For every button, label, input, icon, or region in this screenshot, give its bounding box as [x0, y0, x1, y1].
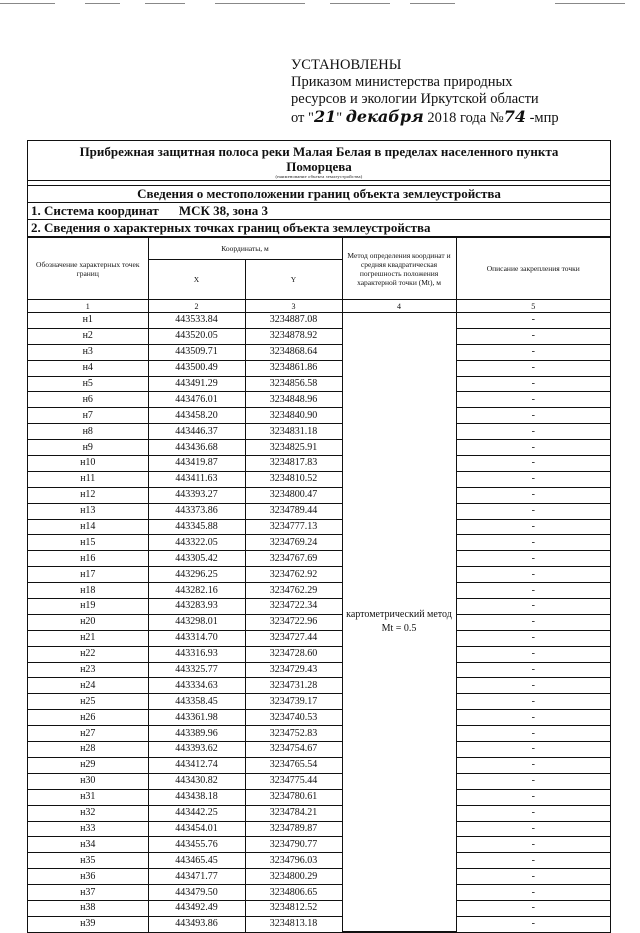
coordinate-x: 443430.82: [148, 773, 245, 789]
fixing-description: -: [456, 376, 610, 392]
coordinate-y: 3234831.18: [245, 424, 342, 440]
coordinate-x: 443436.68: [148, 440, 245, 456]
scan-artifact-line: [215, 3, 305, 4]
point-name: н15: [28, 535, 148, 551]
point-name: н36: [28, 869, 148, 885]
column-number: 1: [28, 300, 148, 313]
coordinate-y: 3234800.47: [245, 487, 342, 503]
points-section-title: 2. Сведения о характерных точках границ объекта землеустройства: [28, 220, 610, 237]
table-row: [28, 678, 610, 694]
fixing-description: -: [456, 360, 610, 376]
point-name: н31: [28, 789, 148, 805]
fixing-description: -: [456, 614, 610, 630]
point-name: н7: [28, 408, 148, 424]
table-row: [28, 916, 610, 931]
scan-artifact-line: [145, 3, 185, 4]
coordinate-y: 3234740.53: [245, 710, 342, 726]
coordinate-x: 443334.63: [148, 678, 245, 694]
point-name: н27: [28, 726, 148, 742]
fixing-description: -: [456, 853, 610, 869]
coordinate-x: 443455.76: [148, 837, 245, 853]
point-name: н26: [28, 710, 148, 726]
coordinate-x: 443476.01: [148, 392, 245, 408]
coordinate-y: 3234728.60: [245, 646, 342, 662]
table-row: [28, 424, 610, 440]
coordinate-y: 3234762.29: [245, 583, 342, 599]
fixing-description: -: [456, 773, 610, 789]
boundary-document: [27, 140, 611, 933]
point-name: н37: [28, 885, 148, 901]
table-row: [28, 900, 610, 916]
table-row: [28, 821, 610, 837]
coordinate-x: 443373.86: [148, 503, 245, 519]
coordinate-y: 3234754.67: [245, 742, 342, 758]
point-name: н38: [28, 900, 148, 916]
coordinate-y: 3234825.91: [245, 440, 342, 456]
point-name: н39: [28, 916, 148, 931]
scan-artifact-line: [330, 3, 390, 4]
table-row: [28, 456, 610, 472]
table-row: [28, 471, 610, 487]
scan-artifact-line: [0, 3, 55, 4]
coordinate-y: 3234752.83: [245, 726, 342, 742]
point-name: н13: [28, 503, 148, 519]
point-name: н25: [28, 694, 148, 710]
coordinate-x: 443316.93: [148, 646, 245, 662]
date-prefix: от ": [291, 110, 314, 126]
table-row: [28, 313, 610, 329]
table-row: [28, 408, 610, 424]
fixing-description: -: [456, 757, 610, 773]
fixing-description: -: [456, 344, 610, 360]
fixing-description: -: [456, 503, 610, 519]
coordinate-x: 443325.77: [148, 662, 245, 678]
coordinate-y: 3234722.96: [245, 614, 342, 630]
approval-heading: УСТАНОВЛЕНЫ: [291, 57, 402, 73]
approval-order-line: Приказом министерства природных: [291, 74, 513, 90]
coordinate-x: 443358.45: [148, 694, 245, 710]
coordinate-x: 443479.50: [148, 885, 245, 901]
coordinate-x: 443492.49: [148, 900, 245, 916]
approval-block: [291, 57, 631, 127]
table-row: [28, 535, 610, 551]
table-row: [28, 599, 610, 615]
point-name: н32: [28, 805, 148, 821]
table-row: [28, 440, 610, 456]
header-x: X: [148, 260, 245, 300]
object-title: [28, 141, 610, 181]
coordinate-y: 3234767.69: [245, 551, 342, 567]
point-name: н21: [28, 630, 148, 646]
point-name: н23: [28, 662, 148, 678]
coordinate-y: 3234856.58: [245, 376, 342, 392]
table-row: [28, 614, 610, 630]
fixing-description: -: [456, 456, 610, 472]
table-row: [28, 392, 610, 408]
point-name: н5: [28, 376, 148, 392]
coordinate-x: 443296.25: [148, 567, 245, 583]
coordinate-y: 3234780.61: [245, 789, 342, 805]
coordinate-x: 443446.37: [148, 424, 245, 440]
fixing-description: -: [456, 440, 610, 456]
fixing-description: -: [456, 519, 610, 535]
fixing-description: -: [456, 313, 610, 329]
coordinate-x: 443305.42: [148, 551, 245, 567]
table-row: [28, 567, 610, 583]
table-row: [28, 710, 610, 726]
coordinate-y: 3234840.90: [245, 408, 342, 424]
table-row: [28, 869, 610, 885]
table-row: [28, 583, 610, 599]
fixing-description: -: [456, 408, 610, 424]
fixing-description: -: [456, 328, 610, 344]
handwritten-month: декабря: [345, 107, 424, 126]
fixing-description: -: [456, 535, 610, 551]
point-name: н22: [28, 646, 148, 662]
coordinate-x: 443389.96: [148, 726, 245, 742]
coordinate-x: 443345.88: [148, 519, 245, 535]
fixing-description: -: [456, 885, 610, 901]
handwritten-day: 21: [313, 107, 337, 126]
point-name: н20: [28, 614, 148, 630]
point-name: н3: [28, 344, 148, 360]
table-row: [28, 726, 610, 742]
coordinate-x: 443314.70: [148, 630, 245, 646]
table-row: [28, 328, 610, 344]
point-name: н2: [28, 328, 148, 344]
point-name: н11: [28, 471, 148, 487]
point-name: н14: [28, 519, 148, 535]
header-y: Y: [245, 260, 342, 300]
point-name: н17: [28, 567, 148, 583]
coordinate-x: 443393.62: [148, 742, 245, 758]
coordinate-y: 3234775.44: [245, 773, 342, 789]
header-method: Метод определения координат и средняя квадратическая погрешность положения характерной точки (Mt), м: [342, 238, 456, 300]
coordinate-y: 3234813.18: [245, 916, 342, 931]
fixing-description: -: [456, 471, 610, 487]
coordinate-y: 3234800.29: [245, 869, 342, 885]
fixing-description: -: [456, 551, 610, 567]
coordinate-y: 3234887.08: [245, 313, 342, 329]
coordinate-x: 443471.77: [148, 869, 245, 885]
fixing-description: -: [456, 694, 610, 710]
point-name: н4: [28, 360, 148, 376]
table-row: [28, 344, 610, 360]
header-coordinates: Координаты, м: [148, 238, 342, 260]
fixing-description: -: [456, 392, 610, 408]
table-row: [28, 503, 610, 519]
fixing-description: -: [456, 837, 610, 853]
fixing-description: -: [456, 726, 610, 742]
point-name: н10: [28, 456, 148, 472]
fixing-description: -: [456, 900, 610, 916]
table-row: [28, 646, 610, 662]
coordinate-x: 443411.63: [148, 471, 245, 487]
header-fixing: Описание закрепления точки: [456, 238, 610, 300]
coordinate-x: 443465.45: [148, 853, 245, 869]
coordinate-y: 3234789.87: [245, 821, 342, 837]
method-cell: картометрический метод Mt = 0.5: [342, 313, 456, 932]
point-name: н29: [28, 757, 148, 773]
coordinate-y: 3234868.64: [245, 344, 342, 360]
coordinate-y: 3234789.44: [245, 503, 342, 519]
coordinate-system-value: МСК 38, зона 3: [178, 203, 269, 218]
coordinate-x: 443533.84: [148, 313, 245, 329]
coordinate-x: 443298.01: [148, 614, 245, 630]
coordinate-x: 443509.71: [148, 344, 245, 360]
point-name: н33: [28, 821, 148, 837]
fixing-description: -: [456, 662, 610, 678]
handwritten-number: 74: [503, 107, 526, 126]
point-name: н8: [28, 424, 148, 440]
coordinate-x: 443442.25: [148, 805, 245, 821]
fixing-description: -: [456, 583, 610, 599]
fixing-description: -: [456, 646, 610, 662]
approval-ministry-line: ресурсов и экологии Иркутской области: [291, 91, 539, 107]
scan-artifact-line: [85, 3, 120, 4]
table-row: [28, 805, 610, 821]
coordinate-x: 443361.98: [148, 710, 245, 726]
fixing-description: -: [456, 789, 610, 805]
coordinate-x: 443493.86: [148, 916, 245, 931]
coordinate-system-label: 1. Система координат: [31, 203, 159, 218]
section-title: Сведения о местоположении границ объекта землеустройства: [28, 186, 610, 203]
coordinate-y: 3234817.83: [245, 456, 342, 472]
coordinate-y: 3234790.77: [245, 837, 342, 853]
fixing-description: -: [456, 710, 610, 726]
approval-date-line: [291, 108, 631, 127]
point-name: н16: [28, 551, 148, 567]
date-quote: ": [336, 110, 343, 126]
fixing-description: -: [456, 424, 610, 440]
object-title-text: Прибрежная защитная полоса реки Малая Белая в пределах населенного пункта Поморцева: [79, 144, 559, 174]
table-row: [28, 360, 610, 376]
coordinate-y: 3234739.17: [245, 694, 342, 710]
coordinate-x: 443520.05: [148, 328, 245, 344]
table-row: [28, 789, 610, 805]
point-name: н6: [28, 392, 148, 408]
fixing-description: -: [456, 821, 610, 837]
coordinate-x: 443454.01: [148, 821, 245, 837]
table-row: [28, 551, 610, 567]
point-name: н24: [28, 678, 148, 694]
point-name: н9: [28, 440, 148, 456]
point-name: н19: [28, 599, 148, 615]
table-row: [28, 519, 610, 535]
coordinate-x: 443419.87: [148, 456, 245, 472]
coordinate-x: 443412.74: [148, 757, 245, 773]
coordinate-x: 443458.20: [148, 408, 245, 424]
coordinate-x: 443438.18: [148, 789, 245, 805]
fixing-description: -: [456, 678, 610, 694]
fixing-description: -: [456, 630, 610, 646]
fixing-description: -: [456, 805, 610, 821]
order-suffix: -мпр: [529, 110, 559, 126]
coordinate-system-row: [28, 203, 610, 220]
point-name: н18: [28, 583, 148, 599]
table-row: [28, 757, 610, 773]
coordinate-y: 3234777.13: [245, 519, 342, 535]
column-numbers-row: [28, 300, 610, 313]
fixing-description: -: [456, 487, 610, 503]
table-row: [28, 630, 610, 646]
column-number: 4: [342, 300, 456, 313]
coordinate-y: 3234784.21: [245, 805, 342, 821]
coordinate-y: 3234727.44: [245, 630, 342, 646]
object-title-caption: (наименование объекта землеустройства): [275, 174, 363, 179]
coordinate-x: 443282.16: [148, 583, 245, 599]
scan-artifact-line: [410, 3, 455, 4]
scan-artifact-line: [555, 3, 625, 4]
coordinate-y: 3234762.92: [245, 567, 342, 583]
coordinate-y: 3234806.65: [245, 885, 342, 901]
table-row: [28, 376, 610, 392]
coordinate-y: 3234878.92: [245, 328, 342, 344]
point-name: н30: [28, 773, 148, 789]
fixing-description: -: [456, 916, 610, 931]
point-name: н12: [28, 487, 148, 503]
table-row: [28, 662, 610, 678]
coordinate-x: 443500.49: [148, 360, 245, 376]
coordinate-y: 3234769.24: [245, 535, 342, 551]
points-table-body: [28, 313, 610, 932]
points-table: [28, 237, 610, 932]
coordinate-x: 443322.05: [148, 535, 245, 551]
coordinate-y: 3234731.28: [245, 678, 342, 694]
table-row: [28, 773, 610, 789]
coordinate-x: 443491.29: [148, 376, 245, 392]
coordinate-y: 3234765.54: [245, 757, 342, 773]
table-row: [28, 885, 610, 901]
table-row: [28, 853, 610, 869]
point-name: н28: [28, 742, 148, 758]
coordinate-y: 3234796.03: [245, 853, 342, 869]
fixing-description: -: [456, 869, 610, 885]
point-name: н1: [28, 313, 148, 329]
fixing-description: -: [456, 742, 610, 758]
column-number: 3: [245, 300, 342, 313]
coordinate-y: 3234848.96: [245, 392, 342, 408]
point-name: н35: [28, 853, 148, 869]
table-row: [28, 837, 610, 853]
table-row: [28, 694, 610, 710]
coordinate-x: 443393.27: [148, 487, 245, 503]
column-number: 5: [456, 300, 610, 313]
year-text: 2018 года №: [427, 110, 504, 126]
fixing-description: -: [456, 599, 610, 615]
coordinate-y: 3234722.34: [245, 599, 342, 615]
coordinate-y: 3234810.52: [245, 471, 342, 487]
table-row: [28, 742, 610, 758]
coordinate-y: 3234812.52: [245, 900, 342, 916]
coordinate-x: 443283.93: [148, 599, 245, 615]
header-designation: Обозначение характерных точек границ: [28, 238, 148, 300]
point-name: н34: [28, 837, 148, 853]
coordinate-y: 3234729.43: [245, 662, 342, 678]
coordinate-y: 3234861.86: [245, 360, 342, 376]
column-number: 2: [148, 300, 245, 313]
table-row: [28, 487, 610, 503]
fixing-description: -: [456, 567, 610, 583]
